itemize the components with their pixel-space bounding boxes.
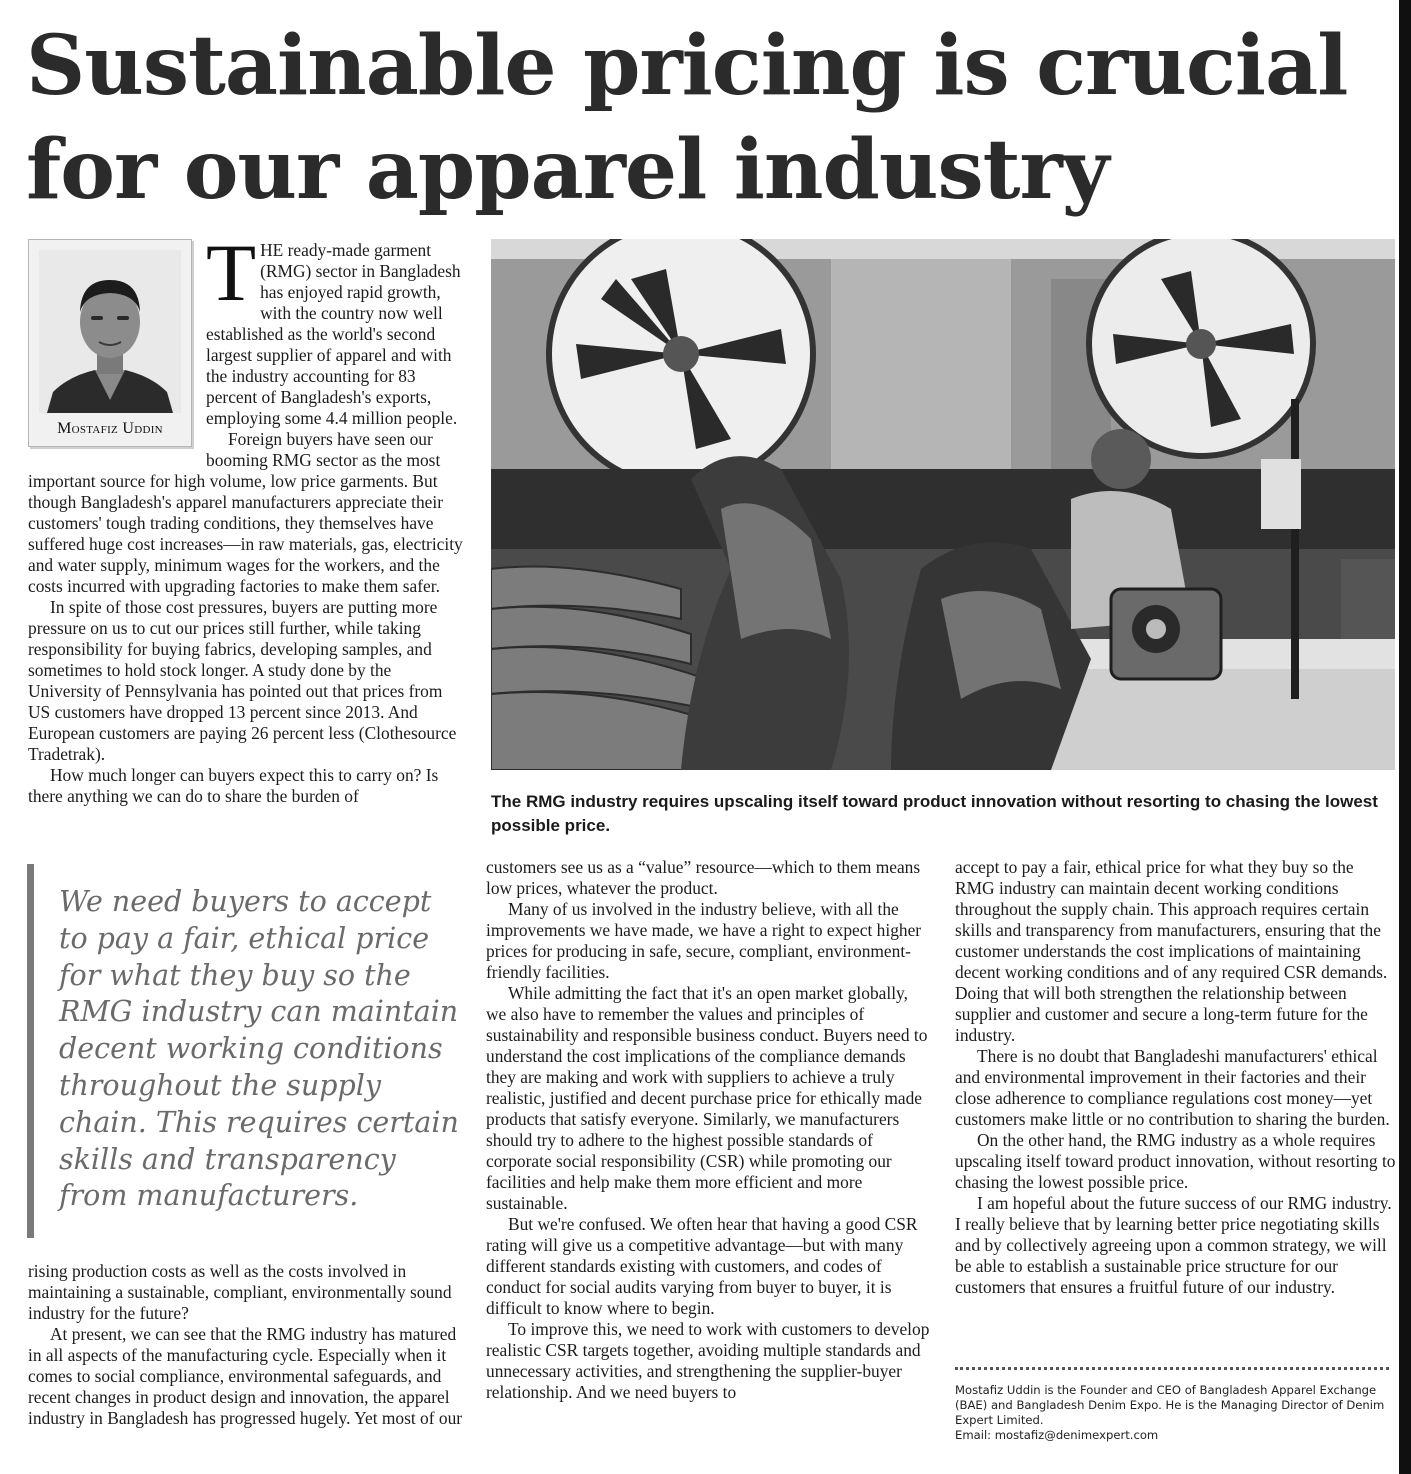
- col3-paragraph-2: There is no doubt that Bangladeshi manufacturers' ethical and environmental improvement in their factories and their close adherence to compliance regulations cost money—yet customers make little or no contribution to sharing the burden.: [955, 1046, 1390, 1129]
- left-fan-graphic: [549, 239, 813, 486]
- col3-paragraph-3: On the other hand, the RMG industry as a whole requires upscaling itself toward product innovation, without resorting to chasing the lowest possible price.: [955, 1130, 1396, 1192]
- column-3: [955, 857, 1397, 1298]
- right-fan-graphic: [1089, 239, 1313, 456]
- lead-paragraph-4: How much longer can buyers expect this to carry on? Is there anything we can do to share the burden of: [28, 765, 439, 806]
- pullquote-bar: [27, 864, 34, 1238]
- photo-caption: The RMG industry requires upscaling itself toward product innovation without resorting to chasing the lowest possible price.: [491, 792, 1378, 835]
- bio-divider: [955, 1367, 1389, 1370]
- col2-paragraph-5: To improve this, we need to work with customers to develop realistic CSR targets together, avoiding multiple standards and unnecessary activities, and strengthening the supplier-buyer relationship. And we need buyers to: [486, 1319, 930, 1402]
- column-2: [486, 857, 932, 1403]
- author-name: Mostafiz Uddin: [57, 420, 163, 437]
- col1-paragraph-2: At present, we can see that the RMG industry has matured in all aspects of the manufacturing cycle. Especially when it comes to social compliance, environmental safeguards, and recent changes in product design and innovation, the apparel industry in Bangladesh has progressed hugely. Yet most of our: [28, 1324, 463, 1428]
- sewing-machine-graphic: [1111, 589, 1221, 679]
- bio-email: Email: mostafiz@denimexpert.com: [955, 1428, 1159, 1442]
- col2-paragraph-4: But we're confused. We often hear that having a good CSR rating will give us a competitive advantage—but with many different standards existing with customers, and codes of conduct for social audits varying from buyer to buyer, it is difficult to know where to begin.: [486, 1214, 918, 1318]
- bio-text: Mostafiz Uddin is the Founder and CEO of Bangladesh Apparel Exchange (BAE) and Bangladesh Denim Expo. He is the Managing Director of Denim Expert Limited.: [955, 1383, 1385, 1427]
- factory-photo: [491, 239, 1395, 770]
- col2-paragraph-2: Many of us involved in the industry believe, with all the improvements we have made, we have a right to expect higher prices for producing in safe, secure, compliant, environment-friendly facilities.: [486, 899, 922, 982]
- lead-paragraph-2: Foreign buyers have seen our booming RMG sector as the most important source for high volume, low price garments. But though Bangladesh's apparel manufacturers appreciate their customers' tough trading conditions, they themselves have suffered huge cost increases—in raw materials, gas, electricity and water supply, minimum wages for the workers, and the costs incurred with upgrading factories to make them safer.: [28, 429, 463, 596]
- headline: [26, 14, 1386, 222]
- col3-paragraph-1: accept to pay a fair, ethical price for what they buy so the RMG industry can maintain decent working conditions throughout the supply chain. This approach requires certain skills and transparency from manufacturers, ensuring that the customer understands the cost implications of maintaining decent working conditions and of any required CSR demands. Doing that will both strengthen the relationship between supplier and customer and secure a long-term future for the industry.: [955, 857, 1388, 1045]
- col3-paragraph-4: I am hopeful about the future success of our RMG industry. I really believe that by learning better price negotiating skills and by collectively agreeing upon a common strategy, we will be able to establish a sustainable price structure for our customers that ensures a fruitful future of our industry.: [955, 1193, 1392, 1297]
- col2-paragraph-1: customers see us as a “value” resource—which to them means low prices, whatever the product.: [486, 857, 921, 898]
- col2-paragraph-3: While admitting the fact that it's an open market globally, we also have to remember the values and principles of sustainability and responsible business conduct. Buyers need to understand the cost implications of the compliance demands they are making and work with suppliers to achieve a truly realistic, justified and decent purchase price for ethically made products that satisfy everyone. Similarly, we manufacturers should try to adhere to the highest possible standards of corporate social responsibility (CSR) while promoting our facilities and help make them more efficient and more sustainable.: [486, 983, 928, 1213]
- lead-paragraph-3: In spite of those cost pressures, buyers are putting more pressure on us to cut our prices still further, while taking responsibility for buying fabrics, developing samples, and sometimes to hold stock longer. A study done by the University of Pennsylvania has pointed out that prices from US customers have dropped 13 percent since 2013. And European customers are paying 26 percent less (Clothesource Tradetrak).: [28, 597, 457, 764]
- author-box: [28, 239, 192, 447]
- lead-paragraph-1: THE ready-made garment (RMG) sector in Bangladesh has enjoyed rapid growth, with the country now well established as the world's second largest supplier of apparel and with the industry accounting for 83 percent of Bangladesh's exports, employing some 4.4 million people.: [206, 227, 461, 428]
- pullquote: We need buyers to accept to pay a fair, ethical price for what they buy so the RMG industry can maintain decent working conditions throughout the supply chain. This requires certain skills and transparency from manufacturers.: [59, 885, 459, 1213]
- author-photo: [39, 250, 181, 413]
- col1-paragraph-1: rising production costs as well as the costs involved in maintaining a sustainable, compliant, environmentally sound industry for the future?: [28, 1261, 452, 1323]
- page-edge: [1399, 0, 1411, 1474]
- drop-cap: T: [206, 227, 257, 318]
- headline-line-1: Sustainable pricing is crucial: [26, 18, 1348, 114]
- headline-line-2: for our apparel industry: [26, 122, 1109, 218]
- column-1-lower: [28, 1261, 466, 1429]
- author-bio: [955, 1383, 1385, 1443]
